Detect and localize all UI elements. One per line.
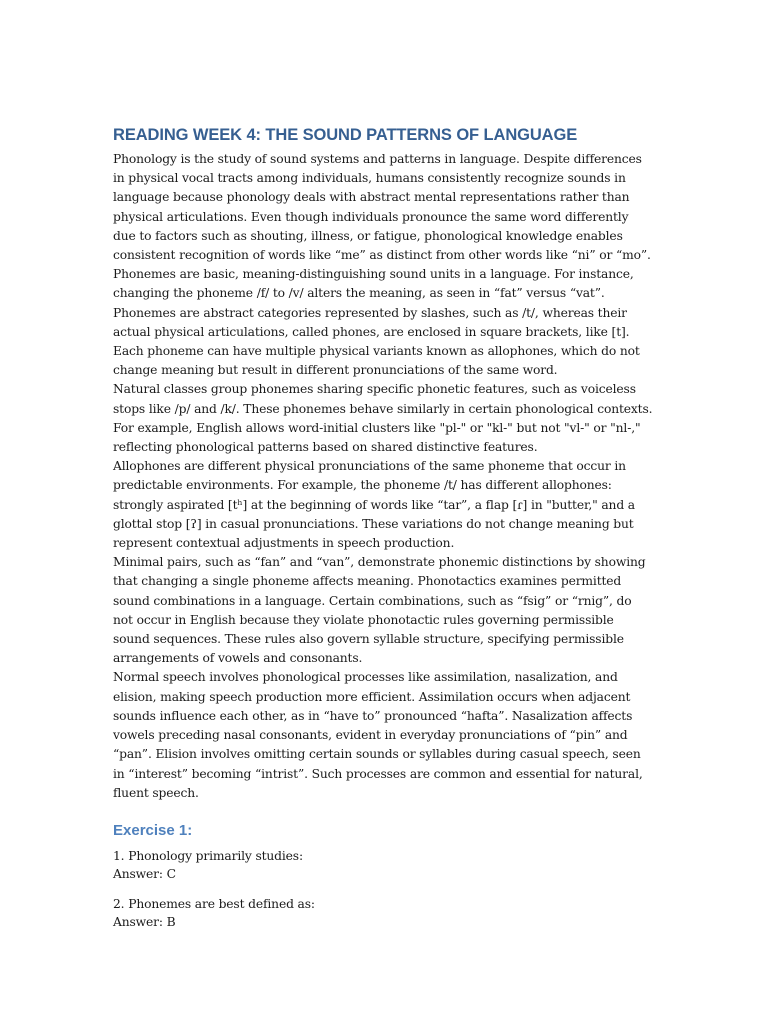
exercise-heading: Exercise 1: (113, 821, 193, 839)
document-page (113, 124, 653, 943)
question-text: 2. Phonemes are best defined as: (113, 896, 315, 911)
paragraph-phonology: Phonology is the study of sound systems and patterns in language. Despite differences in physical vocal tracts among individuals, humans consistently recognize sounds in language because phonology deals with abstract mental representations rather than physical articulations. Even though individuals pronounce the same word differently due to factors such as shouting, illness, or fatigue, phonological knowledge enables consistent recognition of words like “me” as distinct from other words like “ni” or “mo”. (113, 152, 651, 263)
exercise-question-item (113, 895, 653, 931)
answer-text: Answer: B (113, 914, 176, 929)
document-title: READING WEEK 4: THE SOUND PATTERNS OF LANGUAGE (113, 126, 578, 144)
paragraph-allophones: Allophones are different physical pronunciations of the same phoneme that occur in predictable environments. For example, the phoneme /t/ has different allophones: strongly aspirated [tʰ] at the beginning of words like “tar”, a flap [ɾ] in "butter," and a glottal stop [ʔ] in casual pronunciations. These variations do not change meaning but represent contextual adjustments in speech production. (113, 459, 635, 551)
paragraph-minimal-pairs: Minimal pairs, such as “fan” and “van”, demonstrate phonemic distinctions by showing that changing a single phoneme affects meaning. Phonotactics examines permitted sound combinations in a language. Certain combinations, such as “fsig” or “rnig”, do not occur in English because they violate phonotactic rules governing permissible sound sequences. These rules also govern syllable structure, specifying permissible arrangements of vowels and consonants. (113, 555, 646, 666)
paragraph-phonological-processes: Normal speech involves phonological processes like assimilation, nasalization, and elision, making speech production more efficient. Assimilation occurs when adjacent sounds influence each other, as in “have to” pronounced “hafta”. Nasalization affects vowels preceding nasal consonants, evident in everyday pronunciations of “pin” and “pan”. Elision involves omitting certain sounds or syllables during casual speech, seen in “interest” becoming “intrist”. Such processes are common and essential for natural, fluent speech. (113, 670, 643, 800)
paragraph-natural-classes: Natural classes group phonemes sharing specific phonetic features, such as voiceless stops like /p/ and /k/. These phonemes behave similarly in certain phonological contexts. For example, English allows word-initial clusters like "pl-" or "kl-" but not "vl-" or "nl-," reflecting phonological patterns based on shared distinctive features. (113, 382, 653, 455)
exercise-question-item (113, 847, 653, 883)
question-text: 1. Phonology primarily studies: (113, 848, 303, 863)
paragraph-phonemes: Phonemes are basic, meaning-distinguishing sound units in a language. For instance, changing the phoneme /f/ to /v/ alters the meaning, as seen in “fat” versus “vat”. Phonemes are abstract categories represented by slashes, such as /t/, whereas their actual physical articulations, called phones, are enclosed in square brackets, like [t]. Each phoneme can have multiple physical variants known as allophones, which do not change meaning but result in different pronunciations of the same word. (113, 267, 640, 378)
answer-text: Answer: C (113, 866, 176, 881)
